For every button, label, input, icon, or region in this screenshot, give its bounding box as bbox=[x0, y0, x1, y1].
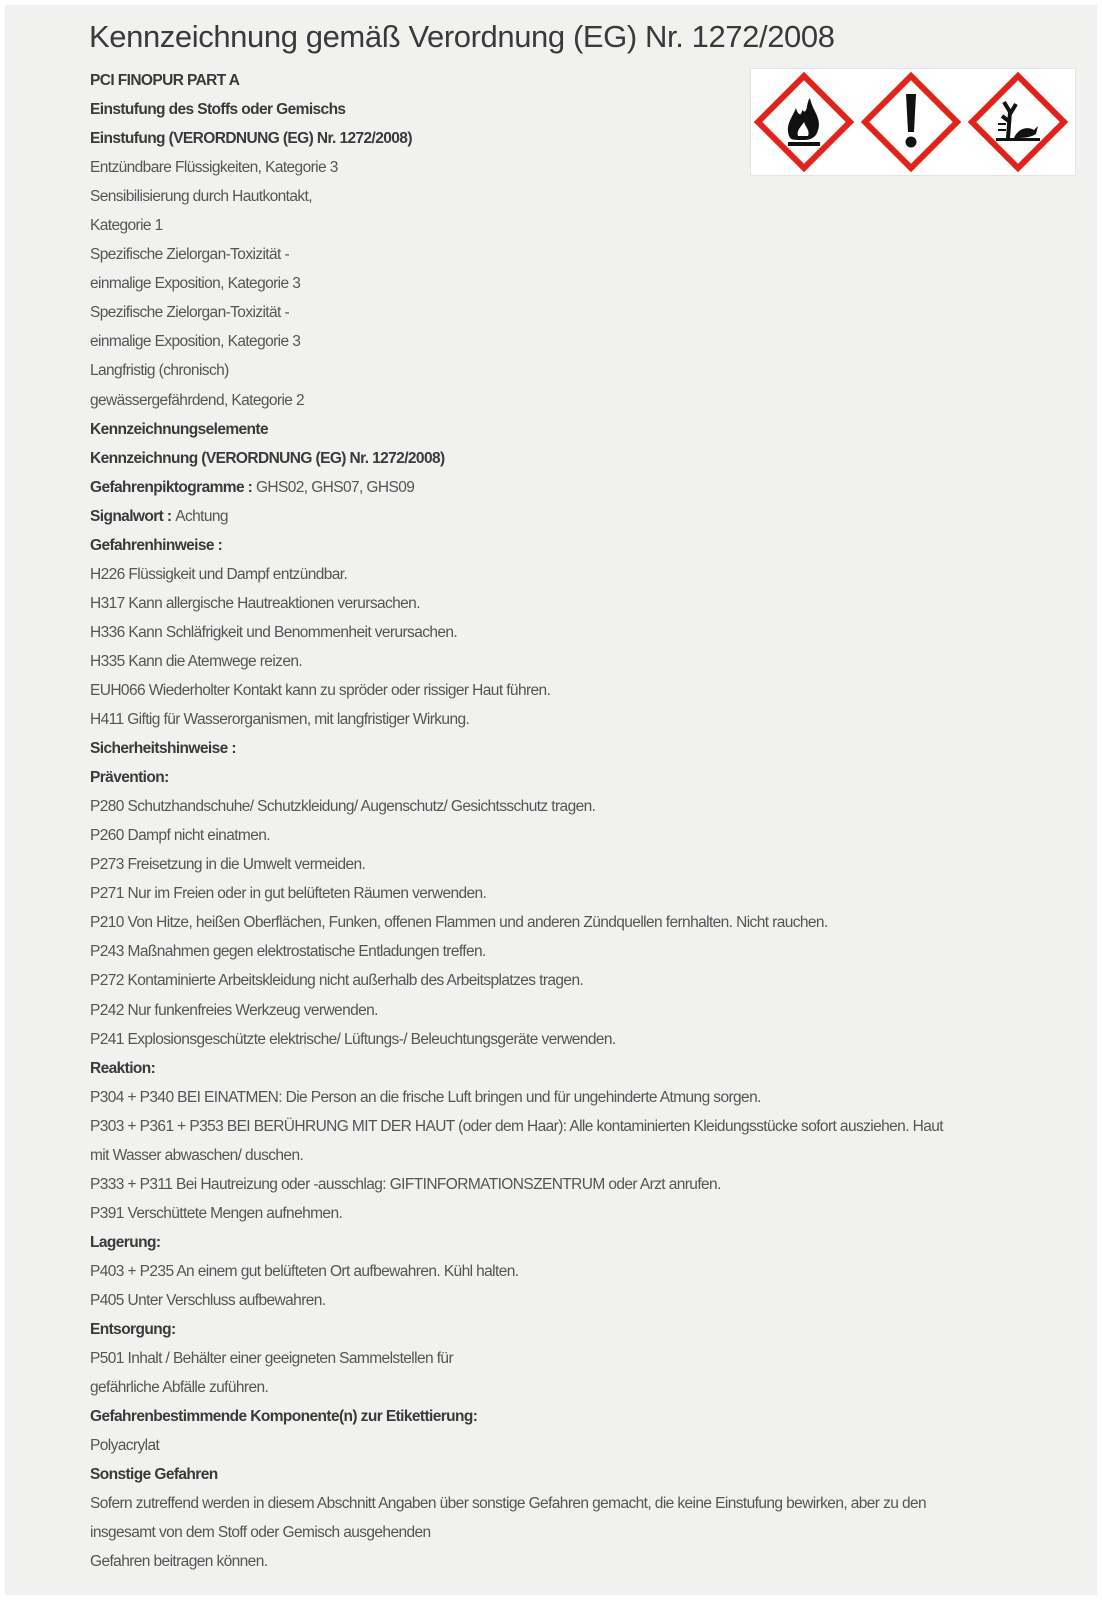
line-text: Entzündbare Flüssigkeiten, Kategorie 3 bbox=[90, 159, 338, 177]
text-line bbox=[90, 1489, 1080, 1518]
line-heading: Entsorgung: bbox=[90, 1321, 176, 1339]
line-text: P391 Verschüttete Mengen aufnehmen. bbox=[90, 1204, 343, 1222]
line-text: Sofern zutreffend werden in diesem Abschnitt Angaben über sonstige Gefahren gemacht, die keine Einstufung bewirken, aber zu den bbox=[90, 1495, 927, 1513]
line-text: H317 Kann allergische Hautreaktionen verursachen. bbox=[90, 594, 420, 612]
line-text: P403 + P235 An einem gut belüfteten Ort aufbewahren. Kühl halten. bbox=[90, 1262, 519, 1280]
line-text: Spezifische Zielorgan-Toxizität - bbox=[90, 304, 290, 322]
line-text: Spezifische Zielorgan-Toxizität - bbox=[90, 246, 290, 264]
line-text: H335 Kann die Atemwege reizen. bbox=[90, 652, 303, 670]
text-line bbox=[90, 1228, 1080, 1257]
line-text: P271 Nur im Freien oder in gut belüfteten Räumen verwenden. bbox=[90, 885, 487, 903]
line-heading: Prävention: bbox=[90, 769, 169, 787]
text-line bbox=[90, 415, 1080, 444]
line-heading: PCI FINOPUR PART A bbox=[90, 72, 240, 89]
text-line bbox=[90, 1054, 1080, 1083]
text-line bbox=[90, 1286, 1080, 1315]
text-line bbox=[90, 1344, 1080, 1373]
line-heading: Kennzeichnungselemente bbox=[90, 420, 269, 438]
line-heading: Reaktion: bbox=[90, 1059, 156, 1077]
line-text: P210 Von Hitze, heißen Oberflächen, Funken, offenen Flammen und anderen Zündquellen fernhalten. Nicht rauchen. bbox=[90, 914, 828, 932]
line-text: P303 + P361 + P353 BEI BERÜHRUNG MIT DER HAUT (oder dem Haar): Alle kontaminierten Kleidungsstücke sofort ausziehen. Haut bbox=[90, 1117, 943, 1135]
text-line bbox=[90, 705, 1080, 734]
text-line bbox=[90, 502, 1080, 531]
text-line bbox=[90, 618, 1080, 647]
text-line bbox=[90, 1402, 1080, 1431]
line-text: einmalige Exposition, Kategorie 3 bbox=[90, 275, 301, 293]
text-line bbox=[90, 211, 1080, 240]
line-text: P501 Inhalt / Behälter einer geeigneten Sammelstellen für bbox=[90, 1350, 454, 1368]
text-line bbox=[90, 763, 1080, 792]
line-text: P260 Dampf nicht einatmen. bbox=[90, 827, 270, 845]
text-line bbox=[90, 66, 1080, 95]
line-heading: Gefahrenbestimmende Komponente(n) zur Etikettierung: bbox=[90, 1408, 478, 1426]
line-text: Polyacrylat bbox=[90, 1437, 160, 1455]
text-line bbox=[90, 1112, 1080, 1141]
line-heading: Signalwort : bbox=[90, 507, 176, 525]
line-heading: Gefahrenpiktogramme : bbox=[90, 478, 256, 496]
text-line bbox=[90, 298, 1080, 327]
text-line bbox=[90, 734, 1080, 763]
text-line bbox=[90, 153, 1080, 182]
line-text: P242 Nur funkenfreies Werkzeug verwenden. bbox=[90, 1001, 378, 1019]
line-text: P243 Maßnahmen gegen elektrostatische Entladungen treffen. bbox=[90, 943, 486, 961]
text-line bbox=[90, 966, 1080, 995]
label-content bbox=[90, 66, 1080, 1576]
text-line bbox=[90, 908, 1080, 937]
text-line bbox=[90, 792, 1080, 821]
line-text: H411 Giftig für Wasserorganismen, mit langfristiger Wirkung. bbox=[90, 711, 470, 729]
text-line bbox=[90, 269, 1080, 298]
line-text: P272 Kontaminierte Arbeitskleidung nicht außerhalb des Arbeitsplatzes tragen. bbox=[90, 972, 584, 990]
line-text: Langfristig (chronisch) bbox=[90, 362, 229, 380]
line-text: Achtung bbox=[175, 507, 228, 525]
text-line bbox=[90, 1460, 1080, 1489]
line-heading: Lagerung: bbox=[90, 1233, 161, 1251]
text-line bbox=[90, 560, 1080, 589]
text-line bbox=[90, 1199, 1080, 1228]
line-text: Gefahren beitragen können. bbox=[90, 1553, 268, 1571]
line-text: EUH066 Wiederholter Kontakt kann zu spröder oder rissiger Haut führen. bbox=[90, 681, 551, 699]
text-line bbox=[90, 95, 1080, 124]
text-line bbox=[90, 1141, 1080, 1170]
line-text: P273 Freisetzung in die Umwelt vermeiden. bbox=[90, 856, 366, 874]
text-line bbox=[90, 821, 1080, 850]
line-text: Sensibilisierung durch Hautkontakt, bbox=[90, 188, 312, 206]
text-line bbox=[90, 996, 1080, 1025]
line-text: gefährliche Abfälle zuführen. bbox=[90, 1379, 269, 1397]
text-line bbox=[90, 647, 1080, 676]
text-line bbox=[90, 1518, 1080, 1547]
text-line bbox=[90, 386, 1080, 415]
text-line bbox=[90, 1431, 1080, 1460]
text-line bbox=[90, 1315, 1080, 1344]
text-line bbox=[90, 937, 1080, 966]
line-heading: Sonstige Gefahren bbox=[90, 1466, 218, 1484]
text-line bbox=[90, 444, 1080, 473]
text-line bbox=[90, 1547, 1080, 1576]
document-panel bbox=[5, 5, 1097, 1595]
line-heading: Einstufung des Stoffs oder Gemischs bbox=[90, 101, 346, 119]
line-text: P241 Explosionsgeschützte elektrische/ Lüftungs-/ Beleuchtungsgeräte verwenden. bbox=[90, 1030, 616, 1048]
line-text: insgesamt von dem Stoff oder Gemisch ausgehenden bbox=[90, 1524, 431, 1542]
line-text: Kategorie 1 bbox=[90, 217, 163, 235]
text-line bbox=[90, 1373, 1080, 1402]
line-text: P405 Unter Verschluss aufbewahren. bbox=[90, 1291, 326, 1309]
text-line bbox=[90, 879, 1080, 908]
text-line bbox=[90, 240, 1080, 269]
line-text: einmalige Exposition, Kategorie 3 bbox=[90, 333, 301, 351]
line-text: mit Wasser abwaschen/ duschen. bbox=[90, 1146, 304, 1164]
line-text: P333 + P311 Bei Hautreizung oder -ausschlag: GIFTINFORMATIONSZENTRUM oder Arzt anrufen. bbox=[90, 1175, 721, 1193]
text-line bbox=[90, 124, 1080, 153]
line-heading: Kennzeichnung (VERORDNUNG (EG) Nr. 1272/2008) bbox=[90, 449, 445, 467]
line-text: H226 Flüssigkeit und Dampf entzündbar. bbox=[90, 565, 348, 583]
text-line bbox=[90, 356, 1080, 385]
text-line bbox=[90, 1025, 1080, 1054]
text-line bbox=[90, 182, 1080, 211]
line-text: GHS02, GHS07, GHS09 bbox=[255, 478, 415, 496]
line-heading: Einstufung (VERORDNUNG (EG) Nr. 1272/2008) bbox=[90, 130, 412, 148]
text-line bbox=[90, 850, 1080, 879]
page-title: Kennzeichnung gemäß Verordnung (EG) Nr. 1272/2008 bbox=[89, 19, 835, 54]
text-line bbox=[90, 327, 1080, 356]
line-text: gewässergefährdend, Kategorie 2 bbox=[90, 391, 305, 409]
text-line bbox=[90, 676, 1080, 705]
line-text: P280 Schutzhandschuhe/ Schutzkleidung/ Augenschutz/ Gesichtsschutz tragen. bbox=[90, 798, 596, 816]
text-line bbox=[90, 531, 1080, 560]
line-text: H336 Kann Schläfrigkeit und Benommenheit verursachen. bbox=[90, 623, 458, 641]
text-line bbox=[90, 473, 1080, 502]
text-line bbox=[90, 1083, 1080, 1112]
line-heading: Gefahrenhinweise : bbox=[90, 536, 223, 554]
text-line bbox=[90, 1170, 1080, 1199]
text-line bbox=[90, 1257, 1080, 1286]
line-heading: Sicherheitshinweise : bbox=[90, 740, 236, 758]
line-text: P304 + P340 BEI EINATMEN: Die Person an die frische Luft bringen und für ungehinderte Atmung sorgen. bbox=[90, 1088, 761, 1106]
text-line bbox=[90, 589, 1080, 618]
